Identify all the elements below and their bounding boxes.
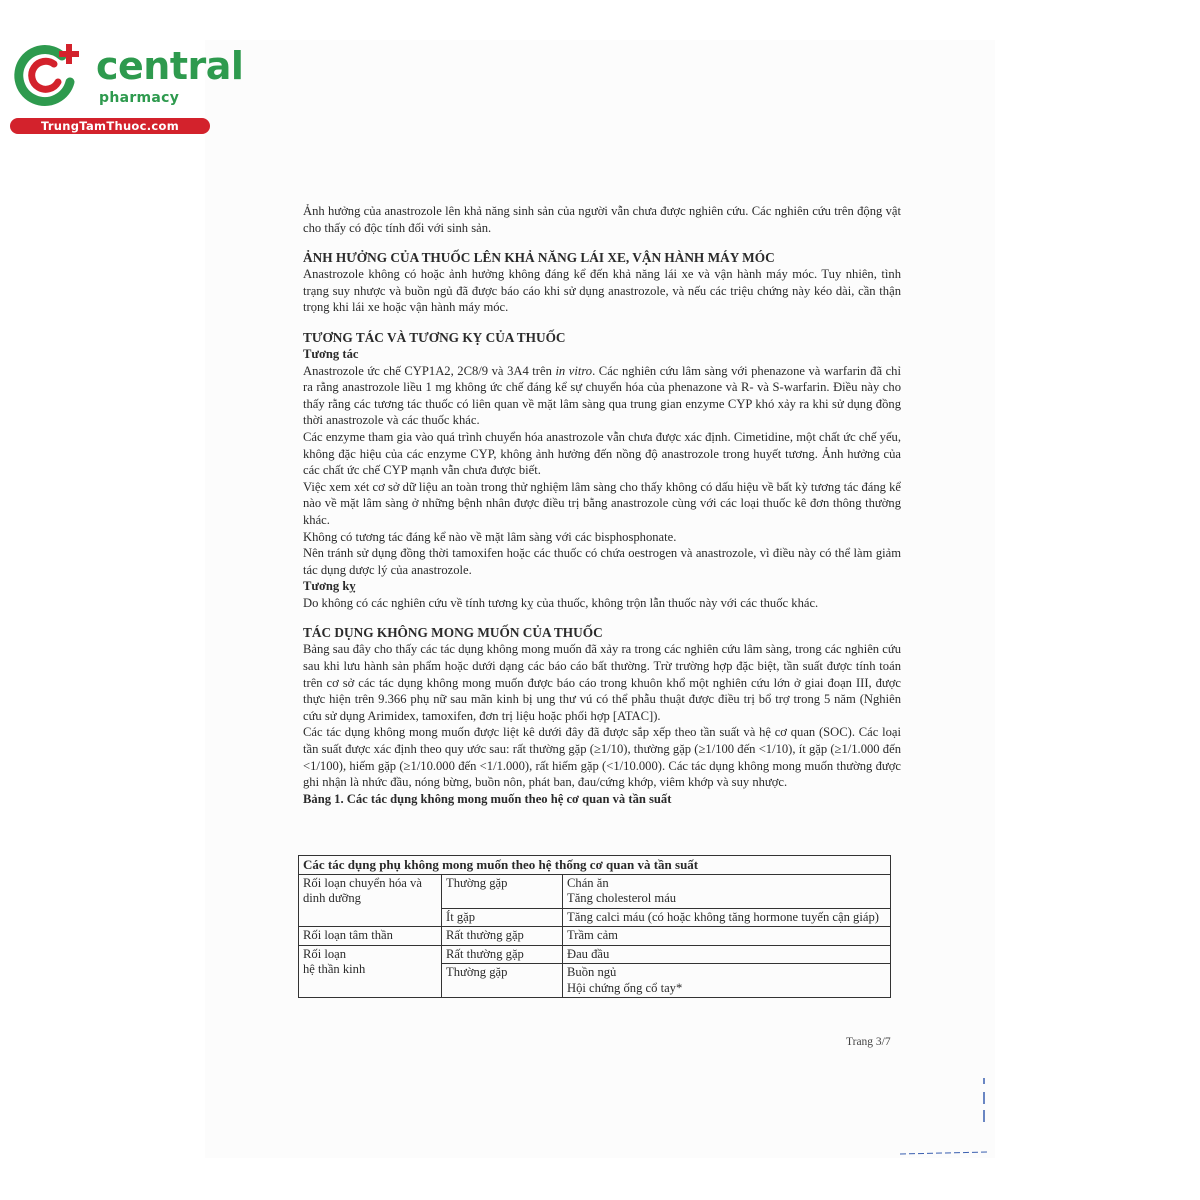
table-row	[299, 927, 891, 946]
logo-subtitle: pharmacy	[99, 90, 180, 106]
interaction-paragraph-1: Anastrozole ức chế CYP1A2, 2C8/9 và 3A4 trên in vitro. Các nghiên cứu lâm sàng với phenazone và warfarin đã chỉ ra rằng anastrozole liều 1 mg không ức chế đáng kể sự chuyển hóa của phenazone và R- và S-warfarin. Điều này cho thấy rằng các tương tác thuốc có liên quan về mặt lâm sàng qua trung gian enzyme CYP khó xảy ra khi sử dụng đồng thời anastrozole và các thuốc khác.	[303, 363, 901, 428]
driving-heading: ẢNH HƯỞNG CỦA THUỐC LÊN KHẢ NĂNG LÁI XE, VẬN HÀNH MÁY MÓC	[303, 250, 775, 266]
frequency-cell: Ít gặp	[442, 908, 563, 927]
logo-site-banner: TrungTamThuoc.com	[10, 118, 210, 134]
interaction-paragraph-4: Không có tương tác đáng kể nào về mặt lâm sàng với các bisphosphonate.	[303, 529, 677, 544]
frequency-cell: Rất thường gặp	[442, 945, 563, 964]
table-row	[299, 874, 891, 908]
effect-cell: Đau đầu	[563, 945, 891, 964]
interaction-heading: TƯƠNG TÁC VÀ TƯƠNG KỴ CỦA THUỐC	[303, 329, 566, 345]
effect-cell: Trầm cảm	[563, 927, 891, 946]
fertility-paragraph: Ảnh hưởng của anastrozole lên khả năng sinh sản của người vẫn chưa được nghiên cứu. Các nghiên cứu trên động vật cho thấy có độc tính đối với sinh sản.	[303, 204, 901, 235]
interaction-paragraph-2: Các enzyme tham gia vào quá trình chuyển hóa anastrozole vẫn chưa được xác định. Cimetidine, một chất ức chế yếu, không đặc hiệu của các enzyme CYP, không ảnh hưởng đến nồng độ anastrozole trong huyết tương. Ảnh hưởng của các chất ức chế CYP mạnh vẫn chưa được biết.	[303, 429, 901, 478]
logo-brand: central	[96, 44, 244, 88]
frequency-cell: Thường gặp	[442, 874, 563, 908]
frequency-cell: Thường gặp	[442, 964, 563, 998]
effect-cell: Tăng calci máu (có hoặc không tăng hormone tuyến cận giáp)	[563, 908, 891, 927]
soc-cell: Rối loạn tâm thần	[299, 927, 442, 946]
interaction-paragraph-3: Việc xem xét cơ sở dữ liệu an toàn trong thử nghiệm lâm sàng cho thấy không có dấu hiệu về bất kỳ tương tác đáng kể nào về mặt lâm sàng ở những bệnh nhân được điều trị bằng anastrozole cùng với các loại thuốc kê đơn thông thường khác.	[303, 479, 901, 527]
incompatibility-subheading: Tương kỵ	[303, 579, 356, 594]
adverse-effects-heading: TÁC DỤNG KHÔNG MONG MUỐN CỦA THUỐC	[303, 625, 603, 641]
scan-mark-icon	[900, 1070, 995, 1160]
table-caption: Bảng 1. Các tác dụng không mong muốn theo hệ cơ quan và tần suất	[303, 791, 672, 806]
page-number: Trang 3/7	[846, 1036, 891, 1048]
table-title: Các tác dụng phụ không mong muốn theo hệ thống cơ quan và tần suất	[299, 856, 891, 875]
central-pharmacy-logo[interactable]	[10, 38, 244, 138]
interaction-subheading: Tương tác	[303, 346, 359, 361]
effect-cell: Chán ăn Tăng cholesterol máu	[563, 874, 891, 908]
frequency-cell: Rất thường gặp	[442, 927, 563, 946]
pharmacy-cross-logo-icon	[10, 38, 82, 110]
adverse-effects-table	[298, 855, 891, 998]
table-header-row	[299, 856, 891, 875]
adverse-paragraph-2: Các tác dụng không mong muốn được liệt kê dưới đây đã được sắp xếp theo tần suất và hệ cơ quan (SOC). Các loại tần suất được xác định theo quy ước sau: rất thường gặp (≥1/10), thường gặp (≥1/100 đến <1/10), ít gặp (≥1/1.000 đến <1/100), hiếm gặp (≥1/10.000 đến <1/1.000), rất hiếm gặp (<1/10.000). Các tác dụng không mong muốn thường được ghi nhận là nhức đầu, nóng bừng, buồn nôn, phát ban, đau/cứng khớp, viêm khớp và suy nhược.	[303, 725, 901, 790]
driving-paragraph: Anastrozole không có hoặc ảnh hưởng không đáng kể đến khả năng lái xe và vận hành máy móc. Tuy nhiên, tình trạng suy nhược và buồn ngủ đã được báo cáo khi sử dụng anastrozole, và nếu các triệu chứng này kéo dài, cần thận trọng khi lái xe hoặc vận hành máy móc.	[303, 267, 901, 315]
document-body	[303, 203, 901, 807]
interaction-paragraph-5: Nên tránh sử dụng đồng thời tamoxifen hoặc các thuốc có chứa oestrogen và anastrozole, vì điều này có thể làm giảm tác dụng dược lý của anastrozole.	[303, 546, 901, 577]
soc-cell: Rối loạn chuyển hóa và dinh dưỡng	[299, 874, 442, 927]
table-row	[299, 945, 891, 964]
effect-cell: Buồn ngủ Hội chứng ống cổ tay*	[563, 964, 891, 998]
adverse-paragraph-1: Bảng sau đây cho thấy các tác dụng không mong muốn đã xảy ra trong các nghiên cứu lâm sàng, trong các nghiên cứu sau khi lưu hành sản phẩm hoặc dưới dạng các báo cáo bất thường. Trừ trường hợp đặc biệt, tần suất được tính toán trên cơ sở các tác dụng không mong muốn được báo cáo trong khuôn khổ một nghiên cứu lớn ở giai đoạn III, được thực hiện trên 9.366 phụ nữ sau mãn kinh bị ung thư vú có thể phẫu thuật được điều trị bổ trợ trong 5 năm (Nghiên cứu sử dụng Arimidex, tamoxifen, đơn trị liệu hoặc phối hợp [ATAC]).	[303, 642, 901, 723]
soc-cell: Rối loạn hệ thần kinh	[299, 945, 442, 998]
incompatibility-paragraph: Do không có các nghiên cứu về tính tương kỵ của thuốc, không trộn lẫn thuốc này với các thuốc khác.	[303, 595, 819, 610]
